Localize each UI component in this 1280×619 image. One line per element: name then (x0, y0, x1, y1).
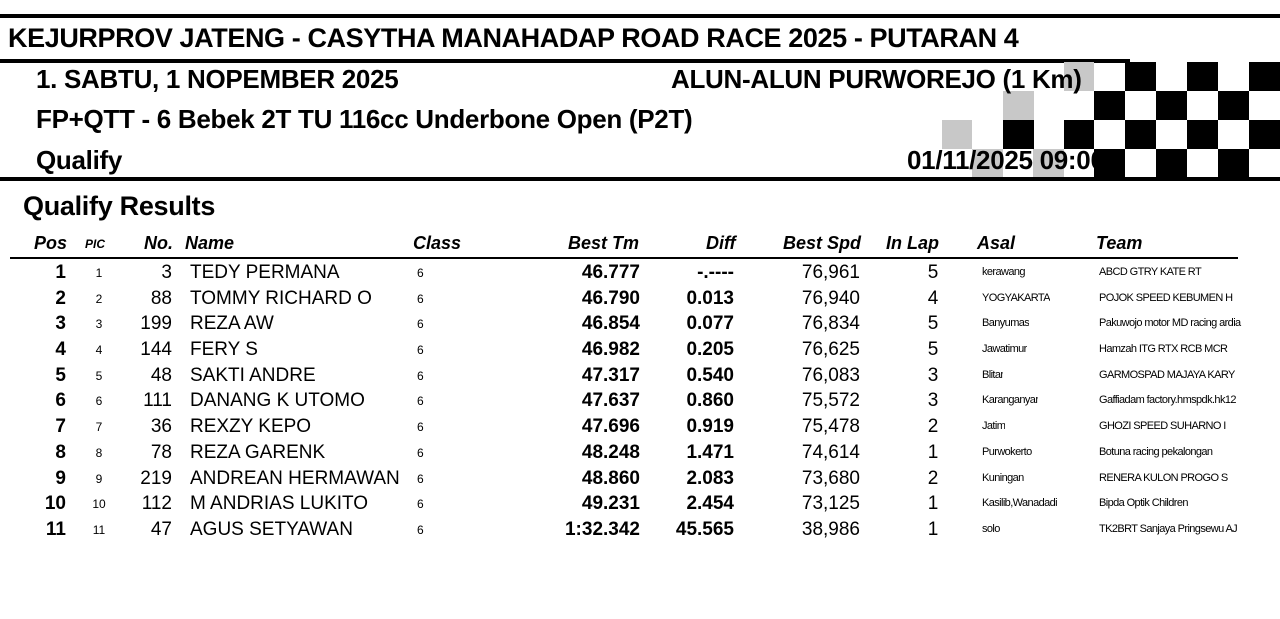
cell-no: 219 (140, 467, 172, 489)
cell-diff: 2.083 (686, 467, 734, 489)
cell-best-spd: 76,083 (801, 364, 860, 386)
col-header-in-lap: In Lap (886, 233, 939, 253)
session-datetime: 01/11/2025 09:00 (907, 145, 1105, 175)
cell-team: Bipda Optik Children (1099, 497, 1188, 510)
table-row (0, 337, 1280, 363)
col-header-diff: Diff (706, 233, 736, 253)
cell-team: Gaffiadam factory.hmspdk.hk12 (1099, 394, 1236, 407)
cell-pic: 1 (95, 266, 103, 280)
cell-team: GARMOSPAD MAJAYA KARY (1099, 368, 1235, 381)
table-row (0, 363, 1280, 389)
cell-pos: 8 (55, 441, 66, 463)
table-row (0, 414, 1280, 440)
cell-best-tm: 1:32.342 (564, 518, 640, 540)
cell-name: SAKTI ANDRE (190, 364, 316, 386)
results-table-body (0, 260, 1280, 543)
cell-class: 6 (417, 522, 424, 537)
cell-asal: solo (982, 522, 1000, 535)
col-header-pos: Pos (34, 233, 68, 253)
col-header-name: Name (185, 233, 235, 253)
cell-diff: 0.205 (686, 339, 734, 361)
cell-name: REZA AW (190, 313, 274, 335)
cell-best-spd: 76,834 (801, 313, 860, 335)
cell-pic: 9 (95, 471, 103, 486)
cell-name: ANDREAN HERMAWAN (190, 467, 400, 489)
cell-diff: 0.013 (686, 287, 734, 309)
cell-best-spd: 38,986 (801, 518, 860, 540)
col-header-team: Team (1096, 233, 1143, 253)
cell-in-lap: 1 (927, 518, 939, 540)
cell-best-tm: 49.231 (581, 493, 640, 515)
cell-class: 6 (417, 420, 424, 435)
event-class: FP+QTT - 6 Bebek 2T TU 116cc Underbone Open (P2T) (36, 104, 693, 134)
cell-diff: 2.454 (686, 493, 734, 515)
race-date: 1. SABTU, 1 NOPEMBER 2025 (36, 64, 399, 94)
cell-best-spd: 73,680 (801, 467, 860, 489)
cell-in-lap: 5 (927, 313, 939, 335)
cell-pic: 10 (92, 497, 106, 512)
cell-in-lap: 3 (927, 364, 939, 386)
cell-in-lap: 5 (927, 262, 939, 283)
cell-name: M ANDRIAS LUKITO (190, 493, 369, 515)
table-row (0, 311, 1280, 337)
col-header-best-spd: Best Spd (783, 233, 862, 253)
cell-diff: 1.471 (686, 441, 734, 463)
cell-best-tm: 46.777 (581, 262, 640, 283)
cell-pos: 11 (45, 518, 66, 540)
table-row (0, 388, 1280, 414)
cell-name: FERY S (190, 339, 258, 361)
cell-in-lap: 2 (927, 416, 939, 438)
col-header-class: Class (413, 233, 462, 253)
cell-pos: 5 (55, 364, 66, 386)
cell-name: REZA GARENK (190, 441, 326, 463)
table-row (0, 440, 1280, 466)
cell-best-tm: 46.982 (581, 339, 640, 361)
table-row (0, 286, 1280, 312)
cell-no: 144 (140, 339, 172, 361)
cell-team: Hamzah ITG RTX RCB MCR (1099, 343, 1228, 356)
cell-no: 3 (161, 262, 172, 283)
cell-asal: Kuningan (982, 471, 1024, 484)
cell-best-tm: 47.317 (581, 364, 640, 386)
cell-pic: 3 (95, 317, 103, 332)
cell-team: TK2BRT Sanjaya Pringsewu AJ (1099, 522, 1238, 535)
cell-best-tm: 46.854 (581, 313, 640, 335)
cell-diff: -.---- (697, 262, 734, 283)
cell-best-spd: 75,478 (801, 416, 860, 438)
race-venue: ALUN-ALUN PURWOREJO (1 Km) (671, 64, 1082, 94)
cell-asal: Karanganyar (982, 394, 1039, 407)
cell-in-lap: 5 (927, 339, 939, 361)
cell-class: 6 (417, 266, 424, 280)
cell-pic: 11 (92, 522, 106, 537)
cell-asal: Jawatimur (982, 343, 1027, 356)
cell-best-tm: 47.637 (581, 390, 640, 412)
cell-best-spd: 76,940 (801, 287, 860, 309)
cell-best-tm: 48.248 (581, 441, 640, 463)
cell-class: 6 (417, 471, 424, 486)
cell-best-tm: 47.696 (581, 416, 640, 438)
cell-diff: 45.565 (675, 518, 734, 540)
cell-in-lap: 1 (927, 493, 939, 515)
cell-class: 6 (417, 394, 424, 409)
cell-team: RENERA KULON PROGO S (1099, 471, 1228, 484)
cell-name: AGUS SETYAWAN (190, 518, 353, 540)
cell-class: 6 (417, 317, 424, 332)
cell-best-spd: 76,961 (801, 262, 860, 283)
cell-pos: 1 (55, 262, 66, 283)
cell-no: 36 (150, 416, 172, 438)
cell-class: 6 (417, 291, 424, 306)
cell-asal: Banyumas (982, 317, 1030, 330)
cell-no: 78 (150, 441, 172, 463)
cell-team: POJOK SPEED KEBUMEN H (1099, 291, 1233, 304)
cell-no: 199 (140, 313, 172, 335)
table-row (0, 517, 1280, 543)
cell-no: 47 (150, 518, 172, 540)
cell-pos: 6 (55, 390, 66, 412)
cell-asal: kerawang (982, 266, 1025, 278)
cell-no: 88 (150, 287, 172, 309)
cell-pos: 7 (55, 416, 66, 438)
cell-pic: 4 (95, 343, 103, 358)
cell-team: GHOZI SPEED SUHARNO I (1099, 420, 1226, 433)
cell-no: 111 (143, 390, 172, 412)
cell-in-lap: 2 (927, 467, 939, 489)
cell-team: Botuna racing pekalongan (1099, 445, 1213, 458)
championship-title: KEJURPROV JATENG - CASYTHA MANAHADAP ROAD RACE 2025 - PUTARAN 4 (8, 23, 1019, 53)
cell-team: ABCD GTRY KATE RT (1099, 266, 1202, 278)
table-row (0, 491, 1280, 517)
cell-in-lap: 4 (927, 287, 939, 309)
cell-name: DANANG K UTOMO (190, 390, 365, 412)
cell-in-lap: 3 (927, 390, 939, 412)
cell-class: 6 (417, 343, 424, 358)
col-header-no: No. (144, 233, 173, 253)
cell-pos: 4 (55, 339, 66, 361)
cell-pic: 2 (95, 291, 103, 306)
cell-diff: 0.919 (686, 416, 734, 438)
session-name: Qualify (36, 145, 123, 175)
col-header-pic: PIC (85, 237, 106, 251)
cell-best-spd: 73,125 (801, 493, 860, 515)
cell-best-tm: 46.790 (581, 287, 640, 309)
cell-best-tm: 48.860 (581, 467, 640, 489)
cell-no: 48 (150, 364, 172, 386)
cell-diff: 0.860 (686, 390, 734, 412)
cell-class: 6 (417, 368, 424, 383)
table-row (0, 466, 1280, 492)
cell-diff: 0.540 (686, 364, 734, 386)
cell-pos: 3 (55, 313, 66, 335)
cell-pos: 10 (44, 493, 66, 515)
table-header-line (10, 257, 1238, 259)
col-header-best-tm: Best Tm (568, 233, 640, 253)
cell-class: 6 (417, 497, 424, 512)
table-row (0, 260, 1280, 286)
cell-asal: Kasilib,Wanadadi (982, 497, 1057, 510)
cell-name: TOMMY RICHARD O (190, 287, 372, 309)
cell-name: TEDY PERMANA (190, 262, 340, 283)
results-title: Qualify Results (23, 191, 216, 221)
cell-best-spd: 76,625 (801, 339, 860, 361)
cell-pic: 6 (95, 394, 103, 409)
cell-pos: 9 (55, 467, 66, 489)
cell-no: 112 (141, 493, 172, 515)
cell-team: Pakuwojo motor MD racing ardia (1099, 317, 1241, 330)
cell-best-spd: 75,572 (801, 390, 860, 412)
cell-best-spd: 74,614 (801, 441, 860, 463)
cell-asal: Blitar (982, 368, 1004, 381)
cell-in-lap: 1 (927, 441, 939, 463)
cell-pic: 5 (95, 368, 103, 383)
cell-pos: 2 (55, 287, 66, 309)
cell-pic: 7 (95, 420, 103, 435)
cell-asal: Purwokerto (982, 445, 1032, 458)
cell-asal: YOGYAKARTA (982, 291, 1050, 304)
bottom-rule (0, 177, 1280, 181)
cell-diff: 0.077 (686, 313, 734, 335)
top-rule (0, 14, 1280, 18)
cell-class: 6 (417, 445, 424, 460)
cell-pic: 8 (95, 445, 103, 460)
col-header-asal: Asal (977, 233, 1016, 253)
cell-asal: Jatim (982, 420, 1006, 433)
cell-name: REXZY KEPO (190, 416, 312, 438)
